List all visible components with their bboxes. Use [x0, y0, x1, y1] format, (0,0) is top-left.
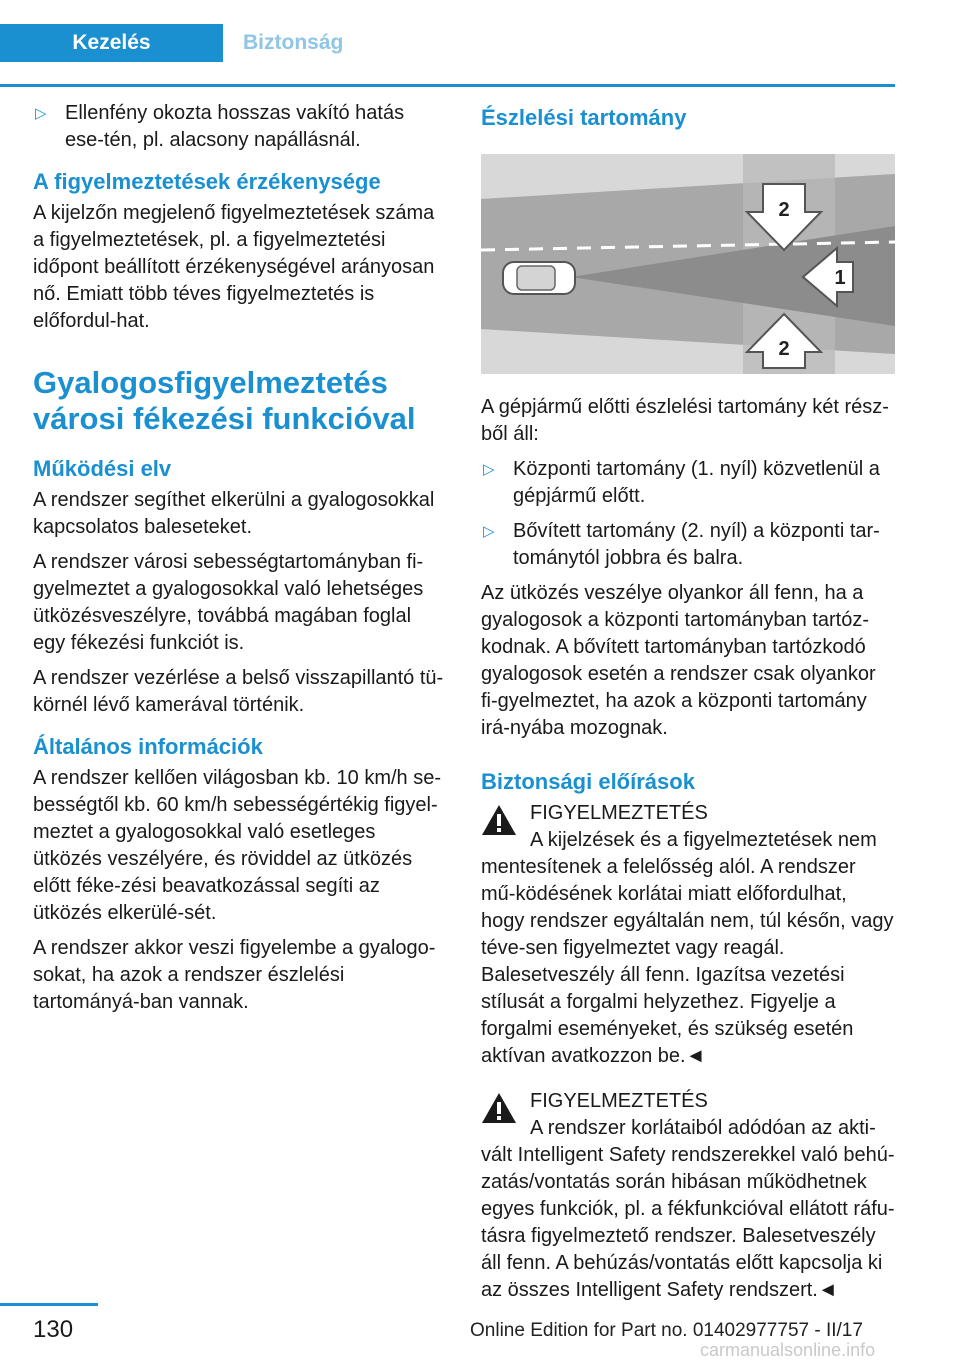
arrow-label-1: 1: [834, 267, 846, 289]
edition-footer: Online Edition for Part no. 01402977757 - II/17: [470, 1320, 863, 1341]
paragraph: A rendszer kellően világosban kb. 10 km/h se‐bességtől kb. 60 km/h sebességértékig figyel‐meztet a gyalogosokkal való esetleges ütközés veszélyére, és röviddel az ütközés előtt féke‐zési beavatkozással segíti az ütközés elkerülé‐sét.: [33, 767, 441, 924]
right-column: [481, 100, 895, 1318]
list-item: [33, 100, 448, 154]
list-item-text: Ellenfény okozta hosszas vakító hatás ese‐tén, pl. alacsony napállásnál.: [65, 102, 405, 151]
section-heading-safety: Biztonsági előírások: [481, 769, 695, 794]
warning-title: FIGYELMEZTETÉS: [530, 802, 708, 824]
warning-icon: [481, 1092, 517, 1124]
paragraph: A rendszer akkor veszi figyelembe a gyalogo‐sokat, ha azok a rendszer észlelési tartományá‐ban vannak.: [33, 937, 436, 1013]
list-item-text: Központi tartomány (1. nyíl) közvetlenül a gépjármű előtt.: [513, 458, 880, 507]
tab-kezeles[interactable]: Kezelés: [0, 24, 223, 62]
warning-block: [481, 1088, 895, 1304]
triangle-bullet-icon: ▷: [483, 461, 495, 478]
triangle-bullet-icon: ▷: [483, 523, 495, 540]
header-rule: [0, 84, 895, 87]
paragraph: A rendszer városi sebességtartományban fi‐gyelmeztet a gyalogosokkal való lehetséges ütközésveszélyre, továbbá magában foglal egy fékezési funkciót is.: [33, 551, 424, 654]
left-column: [33, 100, 448, 1024]
list-item: [481, 518, 895, 572]
triangle-bullet-icon: ▷: [35, 105, 47, 122]
warning-title: FIGYELMEZTETÉS: [530, 1090, 708, 1112]
warning-icon: [481, 804, 517, 836]
paragraph: Az ütközés veszélye olyankor áll fenn, ha a gyalogosok a központi tartományban tartóz‐kodnak. A bővített tartományban tartózkodó gyalogosok esetén a rendszer csak olyankor fi‐gyelmeztet, ha azok a központi tartomány irá‐nyába mozognak.: [481, 582, 876, 739]
section-heading-detection-range: Észlelési tartomány: [481, 105, 687, 130]
section-heading-principle: Működési elv: [33, 456, 172, 481]
detection-range-figure: [481, 154, 895, 374]
warning-text-first-line: A kijelzések és a figyelmeztetések nem: [530, 829, 877, 851]
paragraph: A rendszer vezérlése a belső visszapillantó tü‐körnél lévő kamerával történik.: [33, 667, 444, 716]
tab-biztonsag[interactable]: Biztonság: [223, 24, 895, 62]
page-number-rule: [0, 1303, 98, 1306]
list-item-text: Bővített tartomány (2. nyíl) a központi tar‐tománytól jobbra és balra.: [513, 520, 880, 569]
warning-text: mentesítenek a felelősség alól. A rendszer mű‐ködésének korlátai miatt előfordulhat, hogy rendszer egyáltalán nem, túl későn, vagy téve‐sen figyelmeztet vagy reagál. Balesetveszély áll fenn. Igazítsa vezetési stílusát a forgalmi helyzethez. Figyelje a forgalmi eseményeket, és szükség esetén aktívan avatkozzon be.◄: [481, 856, 894, 1067]
section-heading-general: Általános információk: [33, 734, 263, 759]
arrow-label-2-bottom: 2: [778, 338, 790, 360]
paragraph: A rendszer segíthet elkerülni a gyalogosokkal kapcsolatos baleseteket.: [33, 489, 435, 538]
paragraph: A kijelzőn megjelenő figyelmeztetések száma a figyelmeztetések, pl. a figyelmeztetési időpont beállított érzékenységével arányosan nő. Emiatt több téves figyelmeztetés is előfordul‐hat.: [33, 202, 435, 332]
car-icon: [503, 262, 575, 294]
list-item: [481, 456, 895, 510]
warning-block: [481, 800, 895, 1070]
chapter-heading: Gyalogosfigyelmeztetés városi fékezési funkcióval: [33, 365, 416, 436]
warning-text: vált Intelligent Safety rendszerekkel való behú‐zatás/vontatás során hibásan működhetnek egyes funkciók, pl. a fékfunkcióval ellátott ráfu‐tásra figyelmeztető rendszer. Balesetveszély áll fenn. A behúzás/vontatás előtt kapcsolja ki az összes Intelligent Safety rendszert.◄: [481, 1144, 895, 1301]
section-heading-sensitivity: A figyelmeztetések érzékenysége: [33, 169, 381, 194]
arrow-label-2: 2: [778, 199, 790, 221]
warning-text-first-line: A rendszer korlátaiból adódóan az akti‐: [530, 1117, 876, 1139]
paragraph: A gépjármű előtti észlelési tartomány két rész‐ből áll:: [481, 396, 889, 445]
chapter-tabs: [0, 24, 895, 62]
watermark: carmanualsonline.info: [700, 1340, 876, 1360]
page-number: 130: [33, 1316, 74, 1343]
